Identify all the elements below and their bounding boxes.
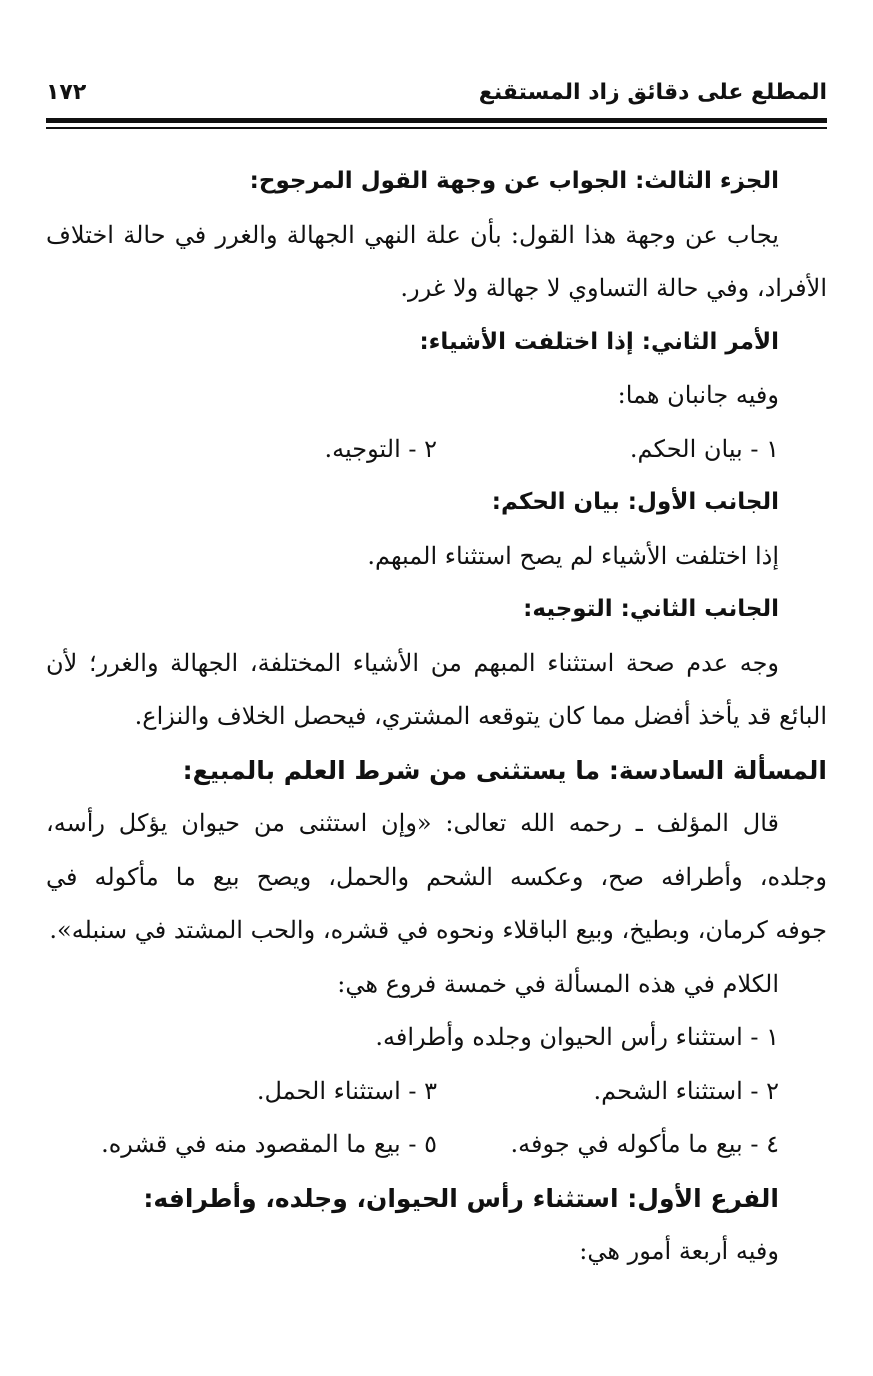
list-item: ٤ - بيع ما مأكوله في جوفه. [510,1130,779,1158]
list-item: ٥ - بيع ما المقصود منه في قشره. [101,1130,437,1158]
list-item: ١ - استثناء رأس الحيوان وجلده وأطرافه. [375,1023,779,1051]
heading-first-branch: الفرع الأول: استثناء رأس الحيوان، وجلده، وأطرافه: [143,1183,779,1213]
paragraph-line: البائع قد يأخذ أفضل مما كان يتوقعه المشتري، فيحصل الخلاف والنزاع. [134,702,827,730]
paragraph-line: إذا اختلفت الأشياء لم يصح استثناء المبهم. [367,541,779,570]
paragraph-line: الأفراد، وفي حالة التساوي لا جهالة ولا غرر. [400,274,827,302]
paragraph-line: قال المؤلف ـ رحمه الله تعالى: «وإن استثنى من حيوان يؤكل رأسه، [46,809,779,837]
two-column-list [46,1065,827,1119]
paragraph-line: وفيه أربعة أمور هي: [579,1237,779,1265]
paragraph-line: الكلام في هذه المسألة في خمسة فروع هي: [337,969,779,998]
list-item: ٢ - استثناء الشحم. [593,1076,779,1105]
list-item: ١ - بيان الحكم. [629,434,779,463]
page-header [46,78,827,123]
list-item: ٣ - استثناء الحمل. [256,1076,437,1105]
heading-part-three: الجزء الثالث: الجواب عن وجهة القول المرجوح: [249,168,779,194]
heading-second-side: الجانب الثاني: التوجيه: [523,596,779,622]
paragraph-line: يجاب عن وجهة هذا القول: بأن علة النهي الجهالة والغرر في حالة اختلاف [46,220,779,249]
heading-first-side: الجانب الأول: بيان الحكم: [491,489,779,515]
two-column-list [46,423,827,477]
heading-second-matter: الأمر الثاني: إذا اختلفت الأشياء: [419,328,779,355]
list-item: ٢ - التوجيه. [324,434,437,463]
page-body [46,155,827,1356]
paragraph-line: وجلده، وأطرافه صح، وعكسه الشحم والحمل، ويصح بيع ما مأكوله في [46,862,828,891]
page-number: ١٧٢ [46,80,87,105]
paragraph-line: وجه عدم صحة استثناء المبهم من الأشياء المختلفة، الجهالة والغرر؛ لأن [46,648,779,677]
two-column-list [46,1118,827,1172]
paragraph-line: جوفه كرمان، وبطيخ، وبيع الباقلاء ونحوه في قشره، والحب المشتد في سنبله». [49,916,827,944]
heading-sixth-issue: المسألة السادسة: ما يستثنى من شرط العلم بالمبيع: [182,755,827,785]
paragraph-line: وفيه جانبان هما: [617,381,779,409]
book-title: المطلع على دقائق زاد المستقنع [478,80,827,105]
